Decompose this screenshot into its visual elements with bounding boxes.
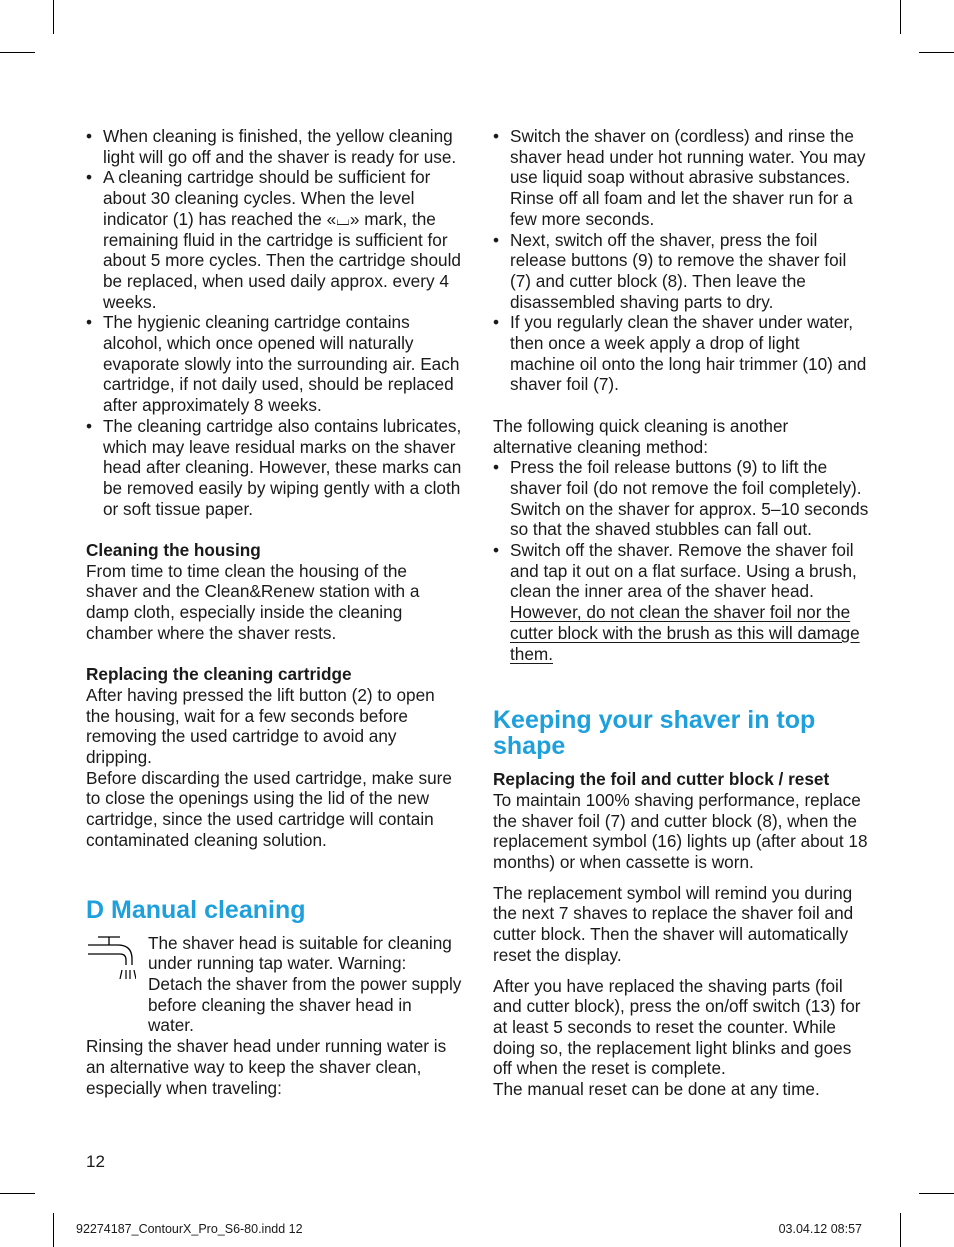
cartridge-heading: Replacing the cleaning cartridge [86,664,352,685]
list-item [493,540,869,664]
page-number: 12 [86,1152,105,1171]
crop-mark [900,0,901,34]
faucet-text: The shaver head is suitable for cleaning under running tap water. Warning: Detach the shaver from the power supply before cleaning the shaver head in water. [148,932,462,1036]
crop-mark [53,1213,54,1247]
cartridge-text: Before discarding the used cartridge, make sure to close the openings using the lid of the new cartridge, since the used cartridge will contain contaminated cleaning solution. [86,767,452,850]
replacing-heading: Replacing the foil and cutter block / reset [493,769,830,790]
right-column [493,126,869,1100]
remind-text: The replacement symbol will remind you during the next 7 shaves to replace the shaver foil and cutter block. Then the shaver will automatically reset the display. [493,882,854,965]
cartridge-text: After having pressed the lift button (2) to open the housing, wait for a few seconds before removing the used cartridge to avoid any dripping. [86,684,435,768]
list-item: • The hygienic cleaning cartridge contains alcohol, which once opened will naturally evaporate slowly into the surrounding air. Each cartridge, if not daily used, should be replaced after approximately 8 weeks. [86,312,462,416]
left-column [86,126,462,1098]
cleaning-notes-list [86,126,462,519]
crop-mark [53,0,54,34]
housing-text: From time to time clean the housing of the shaver and the Clean&Renew station with a damp cloth, especially inside the cleaning chamber where the shaver rests. [86,560,420,643]
water-tap-icon [86,935,136,983]
keeping-heading: Keeping your shaver in top shape [493,706,816,761]
list-item: • The cleaning cartridge also contains lubricates, which may leave residual marks on the shaver head after cleaning. However, these marks can be removed easily by wiping gently with a cloth or soft tissue paper. [86,416,462,520]
crop-mark [919,1193,954,1194]
replacing-text: To maintain 100% shaving performance, replace the shaver foil (7) and cutter block (8), when the replacement symbol (16) lights up (after about 18 months) or when cassette is worn. [493,789,868,873]
list-item: • Press the foil release buttons (9) to lift the shaver foil (do not remove the foil completely). Switch on the shaver for approx. 5–10 seconds so that the shaved stubbles can fall out. [493,457,869,540]
reset-text: After you have replaced the shaving parts (foil and cutter block), press the on/off switch (13) for at least 5 seconds to reset the counter. While doing so, the replacement light blinks and goes off when the reset is complete. [493,975,861,1079]
list-item: • A cleaning cartridge should be sufficient for about 30 cleaning cycles. When the level indicator (1) has reached the «⌴» mark, the remaining fluid in the cartridge is sufficient for about 5 more cycles. Then the cartridge should be replaced, when used daily approx. every 4 weeks. [86,167,462,312]
list-item: • If you regularly clean the shaver under water, then once a week apply a drop of light machine oil onto the long hair trimmer (10) and shaver foil (7). [493,312,869,395]
rinse-steps-list [493,126,869,395]
crop-mark [900,1213,901,1247]
manual-cleaning-heading: D Manual cleaning [86,895,306,924]
manual-reset-text: The manual reset can be done at any time. [493,1079,820,1100]
crop-mark [0,1193,35,1194]
housing-heading: Cleaning the housing [86,540,261,561]
quick-cleaning-intro: The following quick cleaning is another alternative cleaning method: [493,415,789,457]
list-item: • Switch the shaver on (cordless) and rinse the shaver head under hot running water. You may use liquid soap without abrasive substances. Rinse off all foam and let the shaver run for a few more seconds. [493,126,869,230]
footer-filename: 92274187_ContourX_Pro_S6-80.indd 12 [76,1222,303,1236]
list-item: • When cleaning is finished, the yellow cleaning light will go off and the shaver is ready for use. [86,126,462,167]
rinsing-text: Rinsing the shaver head under running water is an alternative way to keep the shaver clean, especially when traveling: [86,1036,447,1098]
warning-underlined-text: However, do not clean the shaver foil nor the cutter block with the brush as this will damage them. [510,602,860,664]
crop-mark [919,52,954,53]
crop-mark [0,52,35,53]
footer-timestamp: 03.04.12 08:57 [778,1222,862,1236]
list-item: • Next, switch off the shaver, press the foil release buttons (9) to remove the shaver foil (7) and cutter block (8). Then leave the disassembled shaving parts to dry. [493,230,869,313]
list-item-text: Switch off the shaver. Remove the shaver foil and tap it out on a flat surface. Using a brush, clean the inner area of the shaver head. [510,540,857,602]
faucet-note [86,933,462,1037]
quick-cleaning-list [493,457,869,664]
